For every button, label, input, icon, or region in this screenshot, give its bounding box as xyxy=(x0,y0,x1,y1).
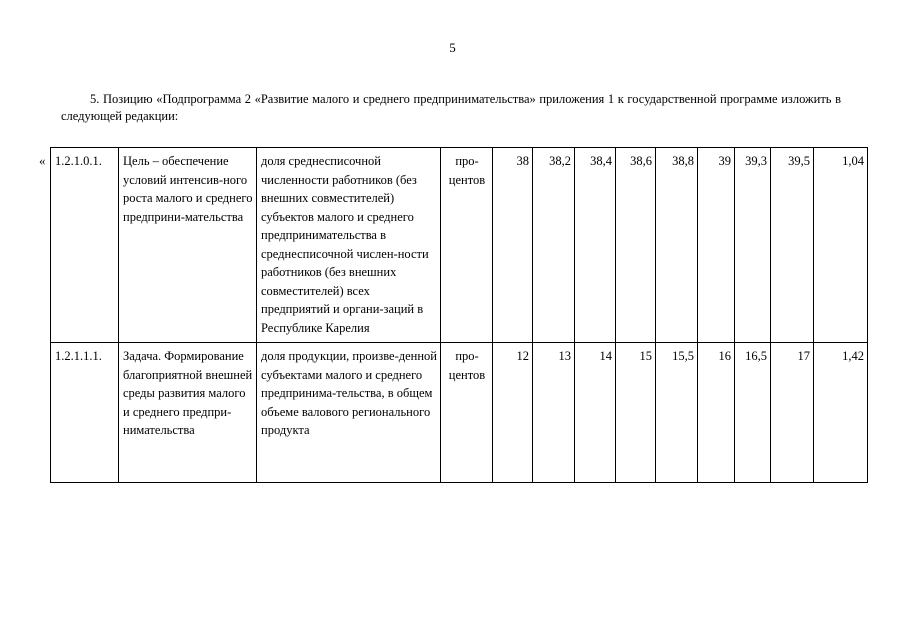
position-code-cell: 1.2.1.0.1. xyxy=(51,148,119,343)
value-cell: 17 xyxy=(771,343,814,483)
value-cell: 16 xyxy=(698,343,735,483)
value-cell: 38,2 xyxy=(533,148,575,343)
value-cell: 38 xyxy=(493,148,533,343)
value-cell: 15 xyxy=(616,343,656,483)
value-cell: 12 xyxy=(493,343,533,483)
value-cell: 16,5 xyxy=(735,343,771,483)
value-cell: 38,6 xyxy=(616,148,656,343)
goal-cell: Задача. Формирование благоприятной внешней среды развития малого и среднего предпри-нимательства xyxy=(119,343,257,483)
opening-quote-mark: « xyxy=(39,153,46,168)
ratio-cell: 1,04 xyxy=(814,148,868,343)
value-cell: 39,5 xyxy=(771,148,814,343)
table-row xyxy=(51,148,868,343)
value-cell: 13 xyxy=(533,343,575,483)
amendment-paragraph: 5. Позицию «Подпрограмма 2 «Развитие малого и среднего предпринимательства» приложения 1 к государственной программе изложить в следующей редакции: xyxy=(61,92,841,123)
goal-cell: Цель – обеспечение условий интенсив-ного роста малого и среднего предприни-мательства xyxy=(119,148,257,343)
ratio-cell: 1,42 xyxy=(814,343,868,483)
value-cell: 14 xyxy=(575,343,616,483)
indicator-cell: доля продукции, произве-денной субъектами малого и среднего предпринима-тельства, в общем объеме валового регионального продукта xyxy=(257,343,441,483)
value-cell: 39,3 xyxy=(735,148,771,343)
unit-cell: про-центов xyxy=(441,343,493,483)
unit-cell: про-центов xyxy=(441,148,493,343)
indicator-cell: доля среднесписочной численности работников (без внешних совместителей) субъектов малого и среднего предпринимательства в среднесписочной числен-ности работников (без внешних совместителей) всех предприятий и органи-заций в Республике Карелия xyxy=(257,148,441,343)
subprogram-position-table xyxy=(50,147,868,483)
position-code-cell: 1.2.1.1.1. xyxy=(51,343,119,483)
value-cell: 38,4 xyxy=(575,148,616,343)
value-cell: 39 xyxy=(698,148,735,343)
value-cell: 15,5 xyxy=(656,343,698,483)
value-cell: 38,8 xyxy=(656,148,698,343)
table-row xyxy=(51,343,868,483)
page-number: 5 xyxy=(449,40,456,55)
